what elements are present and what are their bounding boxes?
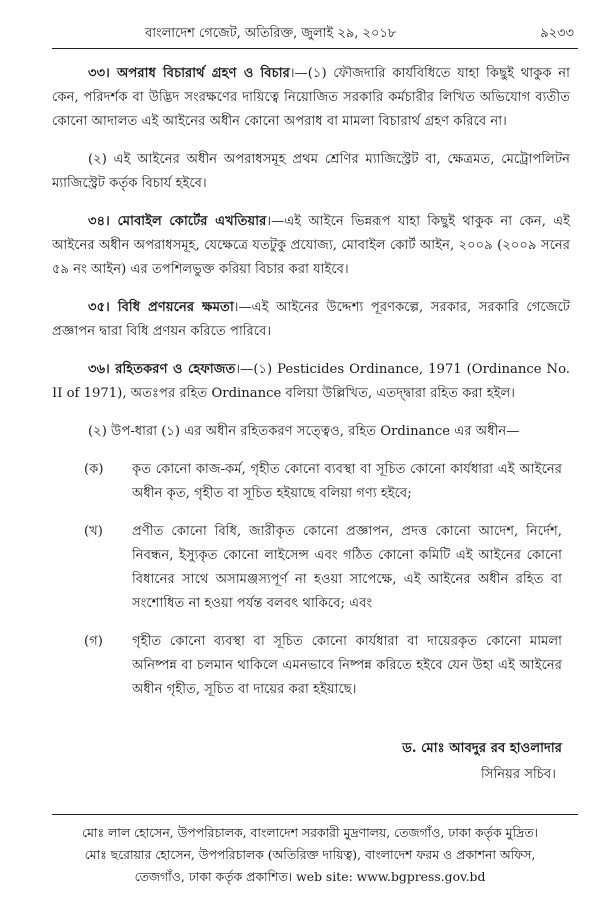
signature-block	[402, 736, 562, 788]
list-item-label: (খ)	[84, 524, 103, 539]
footer-printer-line: মোঃ লাল হোসেন, উপপরিচালক, বাংলাদেশ সরকারী মুদ্রণালয়, তেজগাঁও, ঢাকা কর্তৃক মুদ্রিত।	[82, 825, 538, 840]
header-title: বাংলাদেশ গেজেট, অতিরিক্ত, জুলাই ২৯, ২০১৮	[145, 26, 397, 41]
list-item	[52, 630, 570, 702]
signatory-name: ড. মোঃ আবদুর রব হাওলাদার	[402, 741, 562, 756]
section-36-body: ।—(১) Pesticides Ordinance, 1971 (Ordinance No. II of 1971), অতঃপর রহিত Ordinance বলিয়া উল্লিখিত, এতদ্দ্বারা রহিত করা হইল।	[52, 362, 570, 401]
section-35	[52, 296, 570, 344]
section-33-heading: ৩৩। অপরাধ বিচারার্থ গ্রহণ ও বিচার	[88, 66, 290, 81]
list-item-label: (গ)	[84, 634, 103, 649]
gazette-header	[52, 22, 578, 49]
page-number: ৯২৩৩	[540, 26, 574, 41]
footer-divider	[52, 814, 578, 815]
section-35-body: ।—এই আইনের উদ্দেশ্য পূরণকল্পে, সরকার, সরকারি গেজেটে প্রজ্ঞাপন দ্বারা বিধি প্রণয়ন করিতে পারিবে।	[52, 300, 570, 339]
section-33	[52, 62, 570, 134]
footer-website-line: তেজগাঁও, ঢাকা কর্তৃক প্রকাশিত। web site: www.bgpress.gov.bd	[134, 869, 486, 884]
list-item-text: প্রণীত কোনো বিধি, জারীকৃত কোনো প্রজ্ঞাপন, প্রদত্ত কোনো আদেশ, নির্দেশ, নিবন্ধন, ইস্যুকৃত কোনো লাইসেন্স এবং গঠিত কোনো কমিটি এই আইনের কোনো বিধানের সাথে অসামঞ্জস্যপূর্ণ না হওয়া সাপেক্ষে, এই আইনের অধীন রহিত বা সংশোধিত না হওয়া পর্যন্ত বলবৎ থাকিবে; এবং	[132, 524, 562, 611]
section-36	[52, 358, 570, 406]
document-body	[52, 62, 570, 702]
section-33-body: ।—(১) ফৌজদারি কার্যবিধিতে যাহা কিছুই থাকুক না কেন, পরিদর্শক বা উদ্ভিদ সংরক্ষণের দায়িত্বে নিয়োজিত সরকারি কর্মচারীর লিখিত অভিযোগ ব্যতীত কোনো আদালত এই আইনের অধীন কোনো অপরাধ বা মামলা বিচারার্থ গ্রহণ করিবে না।	[52, 66, 570, 129]
signatory-title: সিনিয়র সচিব।	[480, 767, 556, 782]
list-item-text: কৃত কোনো কাজ-কর্ম, গৃহীত কোনো ব্যবস্থা বা সূচিত কোনো কার্যধারা এই আইনের অধীন কৃত, গৃহীত বা সূচিত হইয়াছে বলিয়া গণ্য হইবে;	[132, 462, 562, 501]
section-36-heading: ৩৬। রহিতকরণ ও হেফাজত	[88, 362, 236, 377]
section-34-heading: ৩৪। মোবাইল কোর্টের এখতিয়ার	[88, 214, 267, 229]
section-34	[52, 210, 570, 282]
list-item	[52, 520, 570, 616]
section-33-subsection-2: (২) এই আইনের অধীন অপরাধসমূহ প্রথম শ্রেণির ম্যাজিস্ট্রেট বা, ক্ষেত্রমত, মেট্রোপলিটন ম্যাজিস্ট্রেট কর্তৃক বিচার্য হইবে।	[52, 152, 570, 191]
list-item-text: গৃহীত কোনো ব্যবস্থা বা সূচিত কোনো কার্যধারা বা দায়েরকৃত কোনো মামলা অনিষ্পন্ন বা চলমান থাকিলে এমনভাবে নিষ্পন্ন করিতে হইবে যেন উহা এই আইনের অধীন গৃহীত, সূচিত বা দায়ের করা হইয়াছে।	[132, 634, 562, 697]
list-item-label: (ক)	[84, 462, 104, 477]
gazette-footer	[30, 822, 590, 888]
footer-publisher-line: মোঃ ছরোয়ার হোসেন, উপপরিচালক (অতিরিক্ত দায়িত্ব), বাংলাদেশ ফরম ও প্রকাশনা অফিস,	[84, 847, 536, 862]
section-34-body: ।—এই আইনে ভিন্নরূপ যাহা কিছুই থাকুক না কেন, এই আইনের অধীন অপরাধসমূহ, যেক্ষেত্রে যতটুকু প্রযোজ্য, মোবাইল কোর্ট আইন, ২০০৯ (২০০৯ সনের ৫৯ নং আইন) এর তপশিলভুক্ত করিয়া বিচার করা যাইবে।	[52, 214, 570, 277]
section-35-heading: ৩৫। বিধি প্রণয়নের ক্ষমতা	[88, 300, 234, 315]
section-36-subsection-2: (২) উপ-ধারা (১) এর অধীন রহিতকরণ সত্ত্বেও, রহিত Ordinance এর অধীন—	[88, 424, 520, 439]
list-item	[52, 458, 570, 506]
